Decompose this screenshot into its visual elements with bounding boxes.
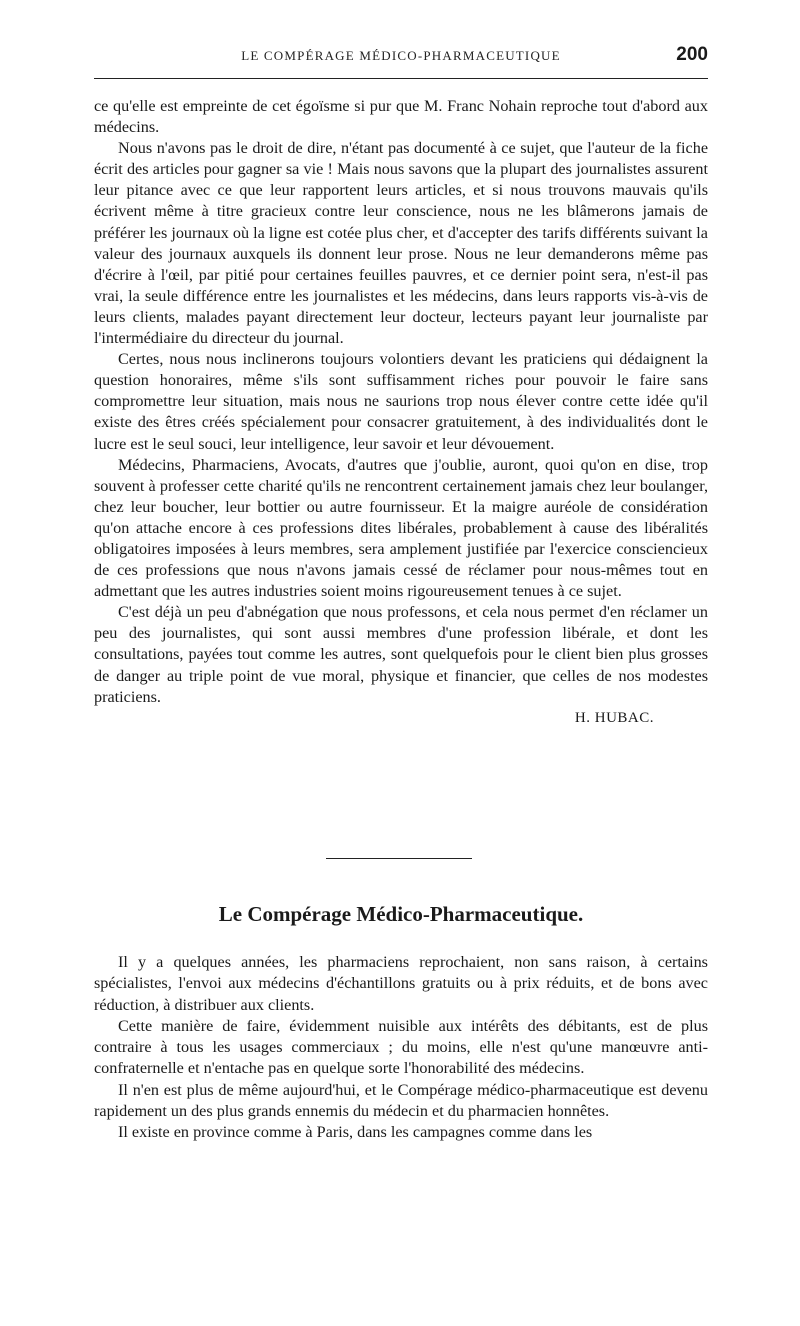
paragraph: Il n'en est plus de même aujourd'hui, et le Compérage médico-pharmaceutique est devenu rapidement un des plus grands ennemis du médecin et du pharmacien honnêtes. [94, 1080, 708, 1121]
paragraph: C'est déjà un peu d'abnégation que nous professons, et cela nous permet d'en réclamer un peu des journalistes, qui sont aussi membres d'une profession libérale, et dont les consultations, payées tout comme les autres, sont quelquefois pour le client bien plus grosses de danger au triple point de vue moral, physique et financier, que celles de nos modestes praticiens. [94, 603, 708, 706]
paragraph: Il y a quelques années, les pharmaciens reprochaient, non sans raison, à certains spécialistes, l'envoi aux médecins d'échantillons gratuits ou à prix réduits, et de bons avec réduction, à distribuer aux clients. [94, 953, 708, 1014]
header-rule [94, 78, 708, 79]
paragraph: Médecins, Pharmaciens, Avocats, d'autres que j'oublie, auront, quoi qu'on en dise, trop souvent à professer cette charité qu'ils ne rencontrent certainement jamais chez leur boulanger, chez leur boucher, leur bottier ou autre fournisseur. Et la maigre auréole de considération qu'on attache encore à ces professions dites libérales, probablement à cause des libéralités obligatoires imposées à leurs membres, sera amplement justifiée par l'exercice consciencieux de ces professions que nous n'avons jamais cessé de réclamer pour nous-mêmes tout en admettant que les autres industries soient moins rigoureusement tenues à ce sujet. [94, 455, 708, 601]
paragraph: Nous n'avons pas le droit de dire, n'étant pas documenté à ce sujet, que l'auteur de la fiche écrit des articles pour gagner sa vie ! Mais nous savons que la plupart des journalistes assurent leur pitance avec ce que leur rapportent leurs articles, et si nous trouvons mauvais qu'ils écrivent même à titre gracieux contre leur conscience, nous ne les blâmerons jamais de préférer les journaux où la ligne est cotée plus cher, et d'accepter des tarifs différents suivant la valeur des journaux auxquels ils donnent leur prose. Nous ne leur demanderons même pas d'écrire à l'œil, par pitié pour certaines feuilles pauvres, et ce dernier point sera, n'est-il pas vrai, la seule différence entre les journalistes et les médecins, dans leurs rapports vis-à-vis de leurs clients, malades payant directement leur docteur, lecteurs payant leur journaliste par l'intermédiaire du directeur du journal. [94, 139, 708, 348]
article-2-body [94, 952, 708, 1144]
section-separator [326, 858, 472, 859]
page-number: 200 [676, 44, 708, 65]
paragraph: Cette manière de faire, évidemment nuisible aux intérêts des débitants, est de plus contraire à tous les usages commerciaux ; du moins, elle n'est qu'une manœuvre anti-confraternelle et n'entache pas en quelque sorte l'honorabilité des médecins. [94, 1016, 708, 1078]
page-header [94, 44, 708, 70]
paragraph: Il existe en province comme à Paris, dans les campagnes comme dans les [118, 1123, 593, 1142]
paragraph: ce qu'elle est empreinte de cet égoïsme si pur que M. Franc Nohain reproche tout d'abord aux médecins. [94, 97, 708, 137]
running-title: LE COMPÉRAGE MÉDICO-PHARMACEUTIQUE [241, 48, 561, 63]
paragraph: Certes, nous nous inclinerons toujours volontiers devant les praticiens qui dédaignent la question honoraires, même s'ils sont suffisamment riches pour pouvoir le faire sans compromettre leur situation, mais nous ne saurions trop nous élever contre cette idée qu'il existe des êtres créés spécialement pour consacrer gratuitement, à des individualités dont le lucre est le seul souci, leur intelligence, leur savoir et leur dévouement. [94, 350, 708, 453]
article-1-body [94, 96, 708, 729]
article-2-title: Le Compérage Médico-Pharmaceutique. [218, 902, 584, 926]
author-signature: H. HUBAC. [574, 709, 654, 726]
